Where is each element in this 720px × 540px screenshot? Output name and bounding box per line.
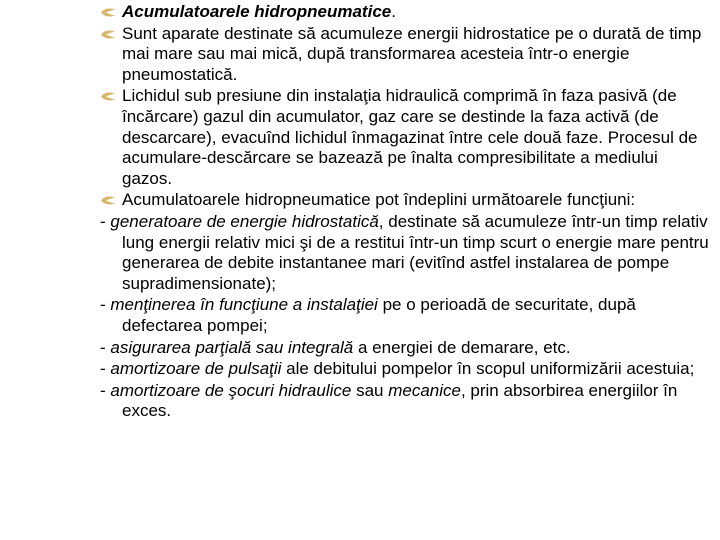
function-term: amortizoare de şocuri hidraulice (110, 380, 352, 400)
function-description: a energiei de demarare, etc. (353, 337, 571, 357)
function-item-shock-damper (100, 381, 712, 422)
ornamental-leaf-bullet-icon (100, 29, 116, 40)
function-item-pulsation-damper (100, 359, 712, 380)
function-term: amortizoare de pulsaţii (110, 359, 282, 379)
function-term: asigurarea parţială sau integrală (110, 337, 354, 357)
function-term-secondary: mecanice (388, 380, 461, 400)
dash-prefix: - (100, 380, 111, 400)
paragraph-definition (100, 24, 712, 86)
ornamental-leaf-bullet-icon (100, 195, 116, 206)
paragraph-title (100, 2, 712, 23)
function-description: , prin absorbirea energiilor în exces. (122, 380, 678, 421)
function-item-startup-energy (100, 338, 712, 359)
slide-body (100, 2, 712, 422)
dash-prefix: - (100, 359, 111, 379)
function-term: menţinerea în funcţiune a instalaţiei (110, 295, 378, 315)
function-item-generator (100, 212, 712, 294)
function-term: generatoare de energie hidrostatică (110, 211, 379, 231)
section-title: Acumulatoarele hidropneumatice (122, 2, 392, 21)
section-title-period: . (391, 2, 396, 21)
paragraph-operation (100, 86, 712, 189)
dash-prefix: - (100, 211, 111, 231)
function-description: ale debitului pompelor în scopul uniformizării acestuia; (281, 359, 695, 379)
paragraph-text: Lichidul sub presiune din instalaţia hidraulică comprimă în faza pasivă (de încărcare) gazul din acumulator, gaz care se destinde la faza activă (de descarcare), evacuînd lichidul înmagazinat între cele două faze. Procesul de acumulare-descărcare se bazează pe înalta compresibilitate a mediului gazos. (122, 86, 698, 188)
function-connector: sau (351, 380, 389, 400)
dash-prefix: - (100, 337, 111, 357)
paragraph-text: Sunt aparate destinate să acumuleze energii hidrostatice pe o durată de timp mai mare sau mai mică, după transformarea acesteia într-o energie pneumostatică. (122, 23, 702, 84)
dash-prefix: - (100, 295, 111, 315)
function-item-maintain (100, 295, 712, 336)
ornamental-leaf-bullet-icon (100, 7, 116, 18)
paragraph-functions-intro (100, 190, 712, 211)
ornamental-leaf-bullet-icon (100, 91, 116, 102)
function-description: pe o perioadă de securitate, după defectarea pompei; (122, 295, 636, 335)
paragraph-text: Acumulatoarele hidropneumatice pot îndeplini următoarele funcţiuni: (122, 190, 636, 210)
function-description: , destinate să acumuleze într-un timp relativ lung energii relativ mici şi de a restitui într-un timp scurt o energie mare pentru generarea de debite instantanee mari (evitînd astfel instalarea de pompe supradimensionate); (122, 211, 709, 293)
